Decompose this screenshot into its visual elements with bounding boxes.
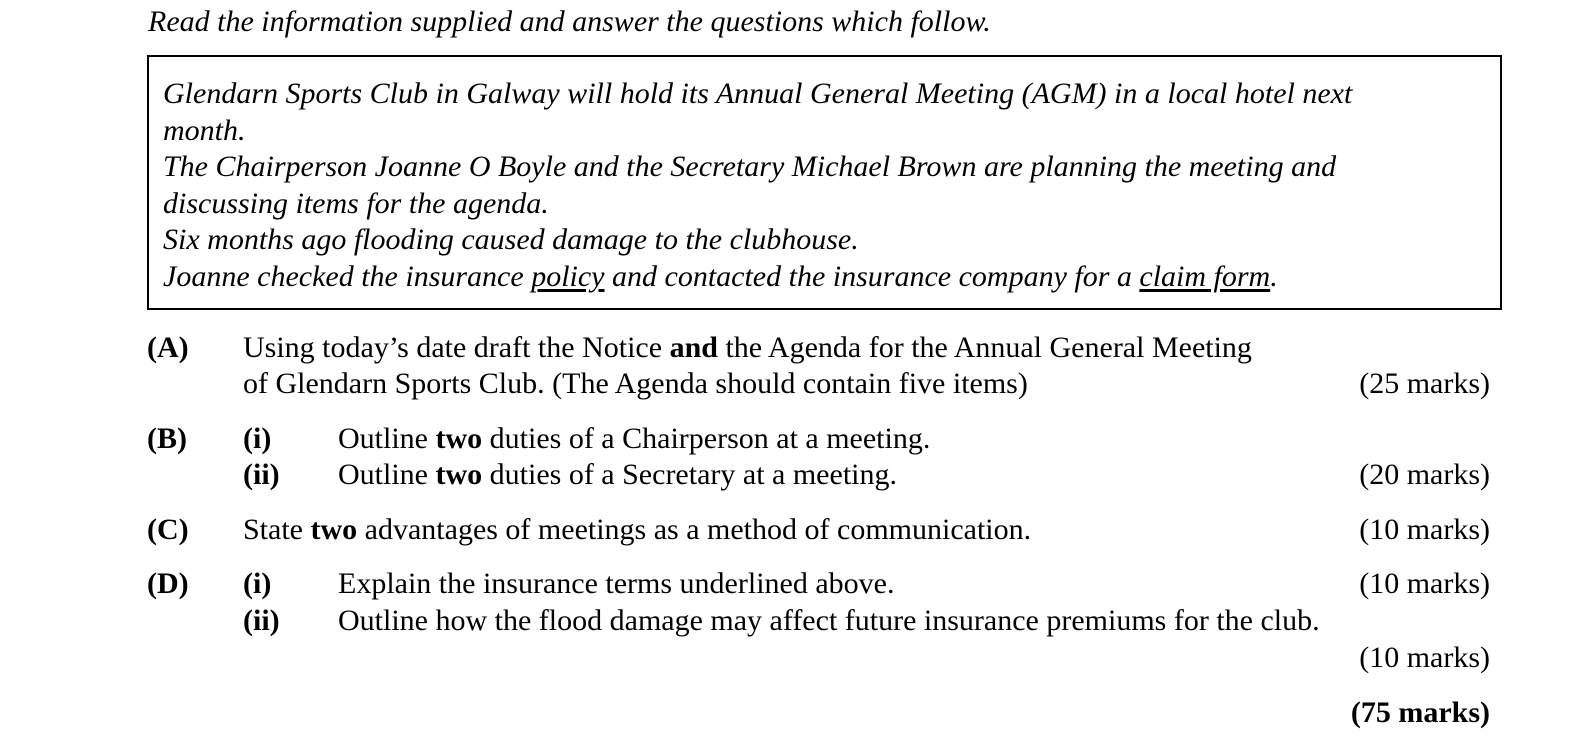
total-marks: (75 marks) — [1350, 696, 1490, 729]
sub-question-text — [338, 457, 897, 493]
question-text-bold: and — [669, 331, 718, 364]
question-text-part: advantages of meetings as a method of communication. — [357, 513, 1032, 546]
instruction-text: Read the information supplied and answer the questions which follow. — [148, 5, 991, 38]
underlined-term-policy: policy — [531, 259, 605, 293]
question-text-part: the Agenda for the Annual General Meeting — [717, 331, 1252, 364]
question-text-part: duties of a Chairperson at a meeting. — [482, 422, 931, 455]
sub-question-label: (i) — [243, 422, 272, 455]
question-text: of Glendarn Sports Club. (The Agenda should contain five items) — [243, 367, 1028, 400]
scenario-box — [147, 55, 1502, 310]
scenario-line: Six months ago flooding caused damage to the clubhouse. — [163, 223, 859, 257]
question-text-part: Using today’s date draft the Notice — [243, 331, 670, 364]
question-marks: (20 marks) — [1359, 458, 1490, 491]
scenario-text: Joanne checked the insurance — [163, 259, 532, 293]
sub-question-text: Explain the insurance terms underlined above. — [338, 567, 895, 600]
sub-question-text: Outline how the flood damage may affect future insurance premiums for the club. — [338, 604, 1320, 637]
question-text-bold: two — [435, 458, 483, 491]
question-text — [243, 330, 1252, 366]
scenario-line — [163, 259, 1500, 296]
question-text-part: duties of a Secretary at a meeting. — [482, 458, 897, 491]
question-marks: (10 marks) — [1359, 567, 1490, 600]
question-marks: (10 marks) — [1359, 641, 1490, 674]
sub-question-label: (ii) — [243, 604, 280, 637]
scenario-text: and contacted the insurance company for a — [604, 259, 1140, 293]
question-label: (B) — [147, 422, 187, 455]
question-text-part: Outline — [338, 458, 436, 491]
question-text-bold: two — [310, 513, 358, 546]
sub-question-label: (ii) — [243, 458, 280, 491]
scenario-line: discussing items for the agenda. — [163, 186, 549, 220]
question-text-part: State — [243, 513, 311, 546]
scenario-line: month. — [163, 113, 246, 147]
scenario-text: . — [1270, 259, 1278, 293]
question-text — [243, 512, 1031, 548]
question-marks: (25 marks) — [1359, 367, 1490, 400]
question-label: (C) — [147, 513, 189, 546]
scenario-line: Glendarn Sports Club in Galway will hold its Annual General Meeting (AGM) in a local hotel next — [163, 77, 1353, 110]
question-label: (D) — [147, 567, 189, 600]
scenario-line: The Chairperson Joanne O Boyle and the Secretary Michael Brown are planning the meeting and — [163, 150, 1337, 184]
underlined-term-claim-form: claim form — [1139, 259, 1271, 293]
question-text-bold: two — [435, 422, 483, 455]
question-label: (A) — [147, 331, 189, 364]
sub-question-text — [338, 421, 930, 457]
question-text-part: Outline — [338, 422, 436, 455]
question-marks: (10 marks) — [1359, 513, 1490, 546]
sub-question-label: (i) — [243, 567, 272, 600]
